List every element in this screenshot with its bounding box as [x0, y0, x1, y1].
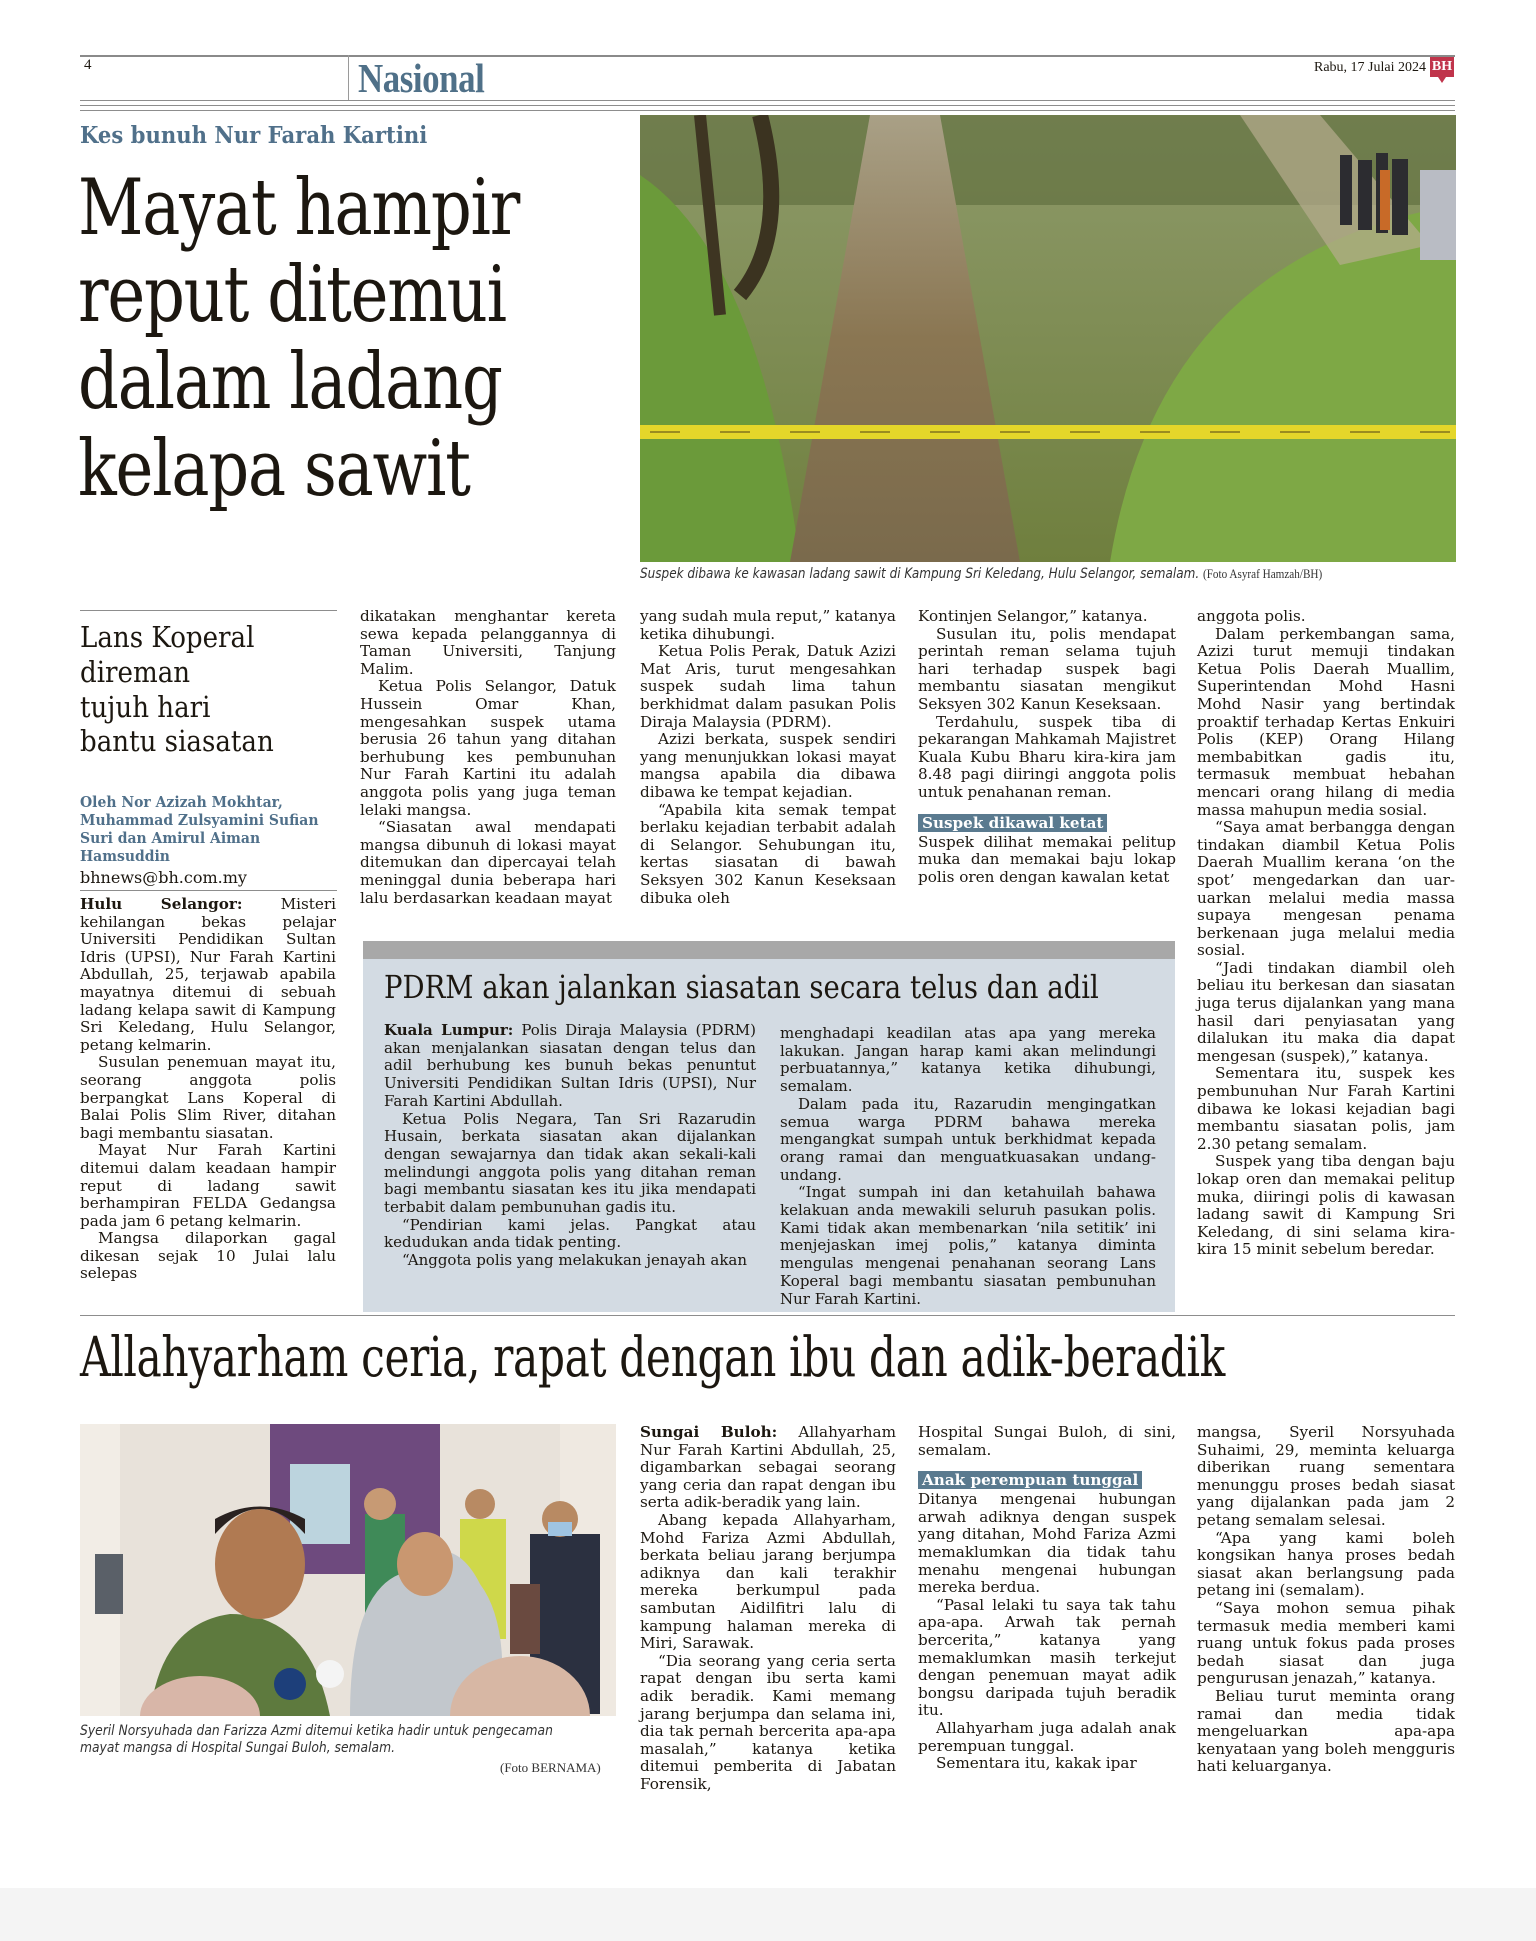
article-paragraph — [640, 1424, 896, 1512]
article-paragraph — [918, 714, 1176, 802]
article-paragraph — [640, 802, 896, 908]
paragraph-text: Suspek yang tiba dengan baju lokap oren dan memakai pelitup muka, diiringi polis di kawasan ladang sawit di Kampung Sri Keledang, di sini selama kira-kira 15 minit sebelum beredar. — [1197, 1152, 1455, 1259]
page-footer — [0, 1888, 1536, 1941]
hospital-photo — [80, 1424, 616, 1716]
subheading: Anak perempuan tunggal — [918, 1471, 1142, 1489]
headline-line: reput ditemui — [78, 250, 506, 340]
photo-caption: Syeril Norsyuhada dan Farizza Azmi ditemui ketika hadir untuk pengecaman mayat mangsa di Hospital Sungai Buloh, semalam. — [80, 1723, 553, 1756]
article-paragraph — [80, 1142, 336, 1230]
article-paragraph — [80, 1230, 336, 1283]
plantation-photo — [640, 115, 1456, 562]
paragraph-text: Dalam pada itu, Razarudin mengingatkan semua warga PDRM bahawa mereka mengangkat sumpah untuk berkhidmat kepada orang ramai dan menguatkuasakan undang-undang. — [780, 1094, 1156, 1184]
photo-credit: (Foto BERNAMA) — [500, 1760, 601, 1775]
paragraph-text: Ditanya mengenai hubungan arwah adiknya dengan suspek yang ditahan, Mohd Fariza Azmi memaklumkan dia tidak tahu menahu mengenai hubungan mereka berdua. — [918, 1490, 1176, 1597]
article-paragraph — [384, 1217, 756, 1252]
header-rule — [80, 100, 1455, 101]
dateline: Kuala Lumpur: — [384, 1021, 514, 1039]
paragraph-text: Allahyarham juga adalah anak perempuan tunggal. — [918, 1718, 1176, 1755]
paragraph-text: Kontinjen Selangor,” katanya. — [918, 607, 1148, 625]
article-paragraph — [918, 1720, 1176, 1755]
paragraph-text: anggota polis. — [1197, 607, 1306, 625]
email-link[interactable]: bhnews@bh.com.my — [80, 868, 247, 887]
divider — [80, 1315, 1455, 1316]
paragraph-text: Ketua Polis Negara, Tan Sri Razarudin Husain, berkata siasatan akan dijalankan dengan sewajarnya dan tidak akan sekali-kali melindungi anggota polis yang ditahan reman bagi membantu siasatan kes itu jika mendapati terbabit dalam pembunuhan gadis itu. — [384, 1109, 756, 1217]
side-headline-line: direman — [80, 654, 191, 689]
article-paragraph — [1197, 1600, 1455, 1688]
header-top-rule — [80, 55, 1455, 57]
headline-line: Mayat hampir — [78, 163, 520, 253]
sidebar-box-column — [780, 1025, 1156, 1308]
article-column — [918, 1424, 1176, 1773]
dateline: Sungai Buloh: — [640, 1423, 778, 1441]
byline: Oleh Nor Azizah Mokhtar, Muhammad Zulsyamini Sufian Suri dan Amirul Aiman Hamsuddin — [80, 793, 319, 865]
paragraph-text: mangsa, Syeril Norsyuhada Suhaimi, 29, meminta keluarga diberikan ruang sementara menunggu proses bedah siasat yang dijalankan pada jam 2 petang semalam selesai. — [1197, 1423, 1455, 1529]
sidebar-box-topbar — [363, 941, 1175, 959]
paragraph-text: Susulan penemuan mayat itu, seorang anggota polis berpangkat Lans Koperal di Balai Polis Slim River, ditahan bagi membantu siasatan. — [80, 1053, 336, 1142]
article-paragraph — [1197, 1424, 1455, 1530]
family-media-image — [80, 1424, 616, 1716]
article-paragraph — [360, 608, 616, 678]
paragraph-text: yang sudah mula reput,” katanya ketika dihubungi. — [640, 607, 896, 643]
article-paragraph — [780, 1096, 1156, 1185]
header-divider — [348, 55, 349, 100]
headline-line: dalam ladang — [78, 337, 502, 427]
story-kicker: Kes bunuh Nur Farah Kartini — [80, 122, 428, 149]
article-paragraph — [1197, 960, 1455, 1066]
side-headline-line: Lans Koperal — [80, 620, 255, 654]
subheading: Suspek dikawal ketat — [918, 814, 1107, 832]
article-column — [640, 1424, 896, 1793]
header-rule — [80, 110, 1455, 111]
side-headline — [80, 620, 332, 759]
article-paragraph — [918, 1491, 1176, 1597]
paragraph-text: “Apa yang kami boleh kongsikan hanya proses bedah siasat akan berlangsung pada petang ini (semalam). — [1197, 1528, 1455, 1600]
article-paragraph — [384, 1111, 756, 1217]
paragraph-text: menghadapi keadilan atas apa yang mereka lakukan. Jangan harap kami akan melindungi perbuatannya,” katanya ketika dihubungi, semalam. — [780, 1024, 1156, 1096]
article-paragraph — [918, 608, 1176, 626]
paragraph-text: Mayat Nur Farah Kartini ditemui dalam keadaan hampir reput di ladang sawit berhampiran FELDA Gedangsa pada jam 6 petang kelmarin. — [80, 1141, 336, 1230]
paragraph-text: Ketua Polis Perak, Datuk Azizi Mat Aris, turut mengesahkan suspek sudah lima tahun berkhidmat dalam pasukan Polis Diraja Malaysia (PDRM). — [640, 642, 896, 731]
paragraph-text: Allahyarham Nur Farah Kartini Abdullah, 25, digambarkan sebagai seorang yang ceria dan rapat dengan ibu serta adik-beradik yang lain. — [640, 1423, 897, 1512]
paragraph-text: Azizi berkata, suspek sendiri yang menunjukkan lokasi mayat mangsa apabila dia dibawa dibawa ke tempat kejadian. — [640, 730, 896, 801]
article-column — [918, 608, 1176, 886]
article-paragraph — [80, 896, 336, 1054]
article-paragraph — [1197, 1530, 1455, 1600]
paragraph-text: Misteri kehilangan bekas pelajar Universiti Pendidikan Sultan Idris (UPSI), Nur Farah Kartini Abdullah, 25, terjawab apabila mayatnya ditemui di sebuah ladang kelapa sawit di Kampung Sri Keledang, Hulu Selangor, petang kelmarin. — [80, 895, 336, 1054]
article-paragraph — [360, 819, 616, 907]
paragraph-text: Suspek dilihat memakai pelitup muka dan memakai baju lokap polis oren dengan kawalan ketat — [918, 832, 1176, 886]
paragraph-text: Hospital Sungai Buloh, di sini, semalam. — [918, 1423, 1176, 1459]
paragraph-text: “Apabila kita semak tempat berlaku kejadian terbabit adalah di Selangor. Sehubungan itu, kertas siasatan di bawah Seksyen 302 Kanun Keseksaan dibuka oleh — [640, 800, 896, 907]
paragraph-text: Beliau turut meminta orang ramai dan media tidak mengeluarkan apa-apa kenyataan yang boleh mengguris hati keluarganya. — [1197, 1686, 1455, 1776]
paragraph-text: “Saya mohon semua pihak termasuk media memberi kami ruang untuk fokus pada proses bedah siasat dan juga pengurusan jenazah,” katanya. — [1197, 1598, 1455, 1688]
article-paragraph — [384, 1252, 756, 1270]
second-headline: Allahyarham ceria, rapat dengan ibu dan adik-beradik — [80, 1325, 1225, 1389]
article-paragraph — [918, 834, 1176, 887]
article-paragraph — [80, 1054, 336, 1142]
lead-headline — [78, 165, 537, 513]
side-headline-line: bantu siasatan — [80, 724, 274, 759]
article-paragraph — [640, 1512, 896, 1653]
paragraph-text: “Dia seorang yang ceria serta rapat dengan ibu serta kami adik beradik. Kami memang jarang berjumpa dan selama ini, dia tak pernah bercerita apa-apa masalah,” katanya ketika ditemui pemberita di Jabatan Forensik, — [640, 1651, 896, 1793]
bh-logo-tail-icon — [1438, 77, 1446, 83]
article-paragraph — [780, 1184, 1156, 1308]
article-paragraph — [1197, 626, 1455, 820]
sidebar-box-title: PDRM akan jalankan siasatan secara telus dan adil — [384, 968, 1099, 1006]
page-number: 4 — [84, 57, 92, 73]
paragraph-text: Dalam perkembangan sama, Azizi turut memuji tindakan Ketua Polis Daerah Muallim, Superintendan Mohd Hasni Mohd Nasir yang bertindak proaktif terhadap Kertas Enkuiri Polis (KEP) Orang Hilang membabitkan gadis itu, termasuk membuat hebahan mencari orang hilang di media massa mahupun media sosial. — [1197, 624, 1455, 819]
paragraph-text: Susulan itu, polis mendapat perintah reman selama tujuh hari terhadap suspek bagi membantu siasatan mengikut Seksyen 302 Kanun Keseksaan. — [918, 624, 1176, 713]
article-paragraph — [640, 608, 896, 643]
paragraph-text: Polis Diraja Malaysia (PDRM) akan menjalankan siasatan dengan telus dan adil berhubung kes bunuh bekas penuntut Universiti Pendidikan Sultan Idris (UPSI), Nur Farah Kartini Abdullah. — [384, 1021, 756, 1110]
article-paragraph — [918, 1597, 1176, 1720]
photo-caption — [640, 566, 1322, 582]
paragraph-text: “Pasal lelaki tu saya tak tahu apa-apa. Arwah tak pernah bercerita,” katanya yang memaklumkan masih terkejut dengan penemuan mayat adik bongsu daripada tujuh beradik itu. — [918, 1595, 1176, 1720]
article-column — [360, 608, 616, 907]
article-paragraph — [360, 678, 616, 819]
caption-text: Suspek dibawa ke kawasan ladang sawit di Kampung Sri Keledang, Hulu Selangor, semalam. — [640, 566, 1200, 582]
headline-line: kelapa sawit — [78, 424, 470, 514]
paragraph-text: Terdahulu, suspek tiba di pekarangan Mahkamah Majistret Kuala Kubu Bharu kira-kira jam 8.48 pagi diiringi anggota polis untuk penahanan reman. — [918, 712, 1176, 801]
article-paragraph — [384, 1022, 756, 1111]
issue-date: Rabu, 17 Julai 2024 — [1314, 60, 1426, 75]
plantation-drain-image — [640, 115, 1456, 562]
paragraph-text: “Anggota polis yang melakukan jenayah akan — [402, 1251, 748, 1270]
header-rule — [80, 105, 1455, 106]
paragraph-text: “Pendirian kami jelas. Pangkat atau kedudukan anda tidak penting. — [384, 1215, 756, 1252]
article-paragraph — [1197, 1688, 1455, 1776]
article-paragraph — [918, 626, 1176, 714]
paragraph-text: Abang kepada Allahyarham, Mohd Fariza Azmi Abdullah, berkata beliau jarang berjumpa adiknya dan kali terakhir mereka berkumpul pada sambutan Aidilfitri lalu di kampung halaman mereka di Miri, Sarawak. — [640, 1510, 896, 1653]
article-paragraph — [1197, 1065, 1455, 1153]
paragraph-text: “Ingat sumpah ini dan ketahuilah bahawa kelakuan anda mewakili seluruh pasukan polis. Kami tidak akan membenarkan ‘nila setitik’ ini menjejaskan imej polis,” katanya diminta mengulas mengenai penahanan seorang Lans Koperal bagi membantu siasatan pembunuhan Nur Farah Kartini. — [780, 1183, 1156, 1308]
bh-logo-icon: BH — [1430, 57, 1454, 77]
divider — [80, 890, 337, 891]
photo-credit: (Foto Asyraf Hamzah/BH) — [1202, 566, 1323, 581]
dateline: Hulu Selangor: — [80, 895, 243, 913]
article-paragraph — [918, 1424, 1176, 1459]
side-headline-line: tujuh hari — [80, 689, 211, 724]
divider — [80, 610, 337, 611]
article-paragraph — [640, 643, 896, 731]
section-title: Nasional — [358, 55, 485, 101]
article-paragraph — [1197, 608, 1455, 626]
paragraph-text: dikatakan menghantar kereta sewa kepada pelanggannya di Taman Universiti, Tanjung Malim. — [360, 607, 616, 678]
paragraph-text: “Jadi tindakan diambil oleh beliau itu berkesan dan siasatan juga terus dijalankan yang mana hasil dari penyiasatan yang dilalukan itu maka dia dapat mengesan (suspek),” katanya. — [1197, 958, 1455, 1065]
sidebar-box-column — [384, 1022, 756, 1270]
article-column — [1197, 608, 1455, 1259]
paragraph-text: “Saya amat berbangga dengan tindakan diambil Ketua Polis Daerah Muallim kerana ‘on the spot’ mengedarkan dan uar-uarkan melalui media massa supaya mengesan penama berkenaan juga melalui media sosial. — [1197, 818, 1455, 960]
paragraph-text: Ketua Polis Selangor, Datuk Hussein Omar Khan, mengesahkan suspek utama berusia 26 tahun yang ditahan berhubung kes pembunuhan Nur Farah Kartini itu adalah anggota polis yang juga teman lelaki mangsa. — [360, 677, 616, 819]
article-paragraph — [1197, 1153, 1455, 1259]
article-paragraph — [1197, 819, 1455, 960]
article-paragraph — [640, 731, 896, 801]
paragraph-text: Mangsa dilaporkan gagal dikesan sejak 10 Julai lalu selepas — [80, 1229, 336, 1283]
article-column — [1197, 1424, 1455, 1776]
article-paragraph — [918, 1755, 1176, 1773]
paragraph-text: “Siasatan awal mendapati mangsa dibunuh di lokasi mayat ditemukan dan dipercayai telah meninggal dunia beberapa hari lalu berdasarkan keadaan mayat — [360, 818, 616, 907]
paragraph-text: Sementara itu, suspek kes pembunuhan Nur Farah Kartini dibawa ke lokasi kejadian bagi membantu siasatan polis, jam 2.30 petang semalam. — [1197, 1064, 1455, 1153]
article-paragraph — [640, 1653, 896, 1794]
article-column — [80, 896, 336, 1283]
article-column — [640, 608, 896, 907]
paragraph-text: Sementara itu, kakak ipar — [936, 1754, 1137, 1773]
article-paragraph — [780, 1025, 1156, 1096]
